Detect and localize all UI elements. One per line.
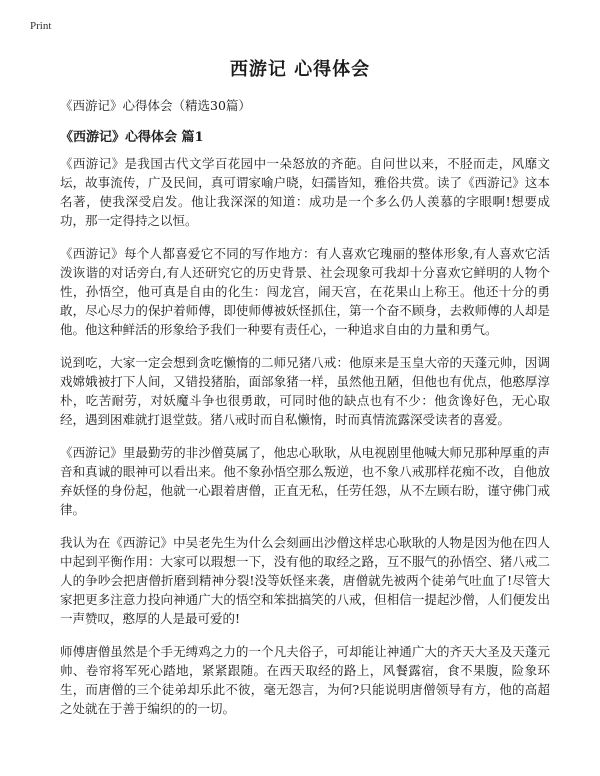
paragraph: 说到吃，大家一定会想到贪吃懒惰的二师兄猪八戒：他原来是玉皇大帝的天蓬元帅，因调戏嫦娥被打下人间，又错投猪胎，面部象猪一样，虽然他丑陋，但他也有优点，他憨厚淳朴，吃苦耐劳，对妖魔斗争也很勇敢，可同时他的缺点也有不少：他贪谗好色，无心取经，遇到困难就打退堂鼓。猪八戒时而自私懒惰，时而真情流露深受读者的喜爱。 — [60, 355, 550, 427]
document-title: 西游记 心得体会 — [229, 59, 371, 80]
article-body — [60, 154, 550, 732]
paragraph: 我认为在《西游记》中吴老先生为什么会刻画出沙僧这样忠心耿耿的人物是因为他在四人中起到平衡作用：大家可以瑕想一下，没有他的取经之路，互不服气的孙悟空、猪八戒二人的争吵会把唐僧折磨到精神分裂!没等妖怪来袭，唐僧就先被两个徒弟气吐血了!尽管大家把更多注意力投向神通广大的悟空和笨拙搞笑的八戒，但相信一提起沙僧，人们便发出一声赞叹，憨厚的人是最可爱的! — [60, 535, 550, 626]
document-subtitle: 《西游记》心得体会（精选30篇） — [60, 98, 251, 113]
print-link[interactable]: Print — [30, 20, 52, 32]
paragraph: 师傅唐僧虽然是个手无缚鸡之力的一个凡夫俗子，可却能让神通广大的齐天大圣及天蓬元帅、卷帘将军死心踏地，紧紧跟随。在西天取经的路上，风餐露宿，食不果腹，险象环生，而唐僧的三个徒弟却乐此不彼，毫无怨言，为何?只能说明唐僧领导有方，他的高超之处就在于善于编织的的一切。 — [60, 644, 550, 716]
paragraph: 《西游记》里最勤劳的非沙僧莫属了，他忠心耿耿，从电视剧里他喊大师兄那种厚重的声音和真诚的眼神可以看出来。他不象孙悟空那么叛逆，也不象八戒那样花痴不改，自他放弃妖怪的身份起，他就一心跟着唐僧，正直无私，任劳任怨，从不左顾右盼，谨守佛门戒律。 — [60, 445, 550, 517]
paragraph: 《西游记》是我国古代文学百花园中一朵怒放的齐葩。自问世以来，不胫而走，风靡文坛，故事流传，广及民间，真可谓家喻户晓，妇孺皆知，雅俗共赏。读了《西游记》这本名著，使我深受启发。他让我深深的知道：成功是一个多么仍人羡慕的字眼啊!想要成功，那一定得持之以恒。 — [60, 156, 550, 228]
section-heading: 《西游记》心得体会 篇1 — [60, 130, 204, 145]
paragraph: 《西游记》每个人都喜爱它不同的写作地方：有人喜欢它瑰丽的整体形象,有人喜欢它活泼诙谐的对话旁白,有人还研究它的历史背景、社会现象可我却十分喜欢它鲜明的人物个性，孙悟空，他可真是自由的化生：闯龙宫，闹天宫，在花果山上称王。他还十分的勇敢，尽心尽力的保护着师傅，即使师傅被妖怪抓住，第一个奋不顾身，去救师傅的人却是他。他这种鲜活的形象给予我们一种要有责任心，一种追求自由的力量和勇气。 — [60, 246, 550, 337]
